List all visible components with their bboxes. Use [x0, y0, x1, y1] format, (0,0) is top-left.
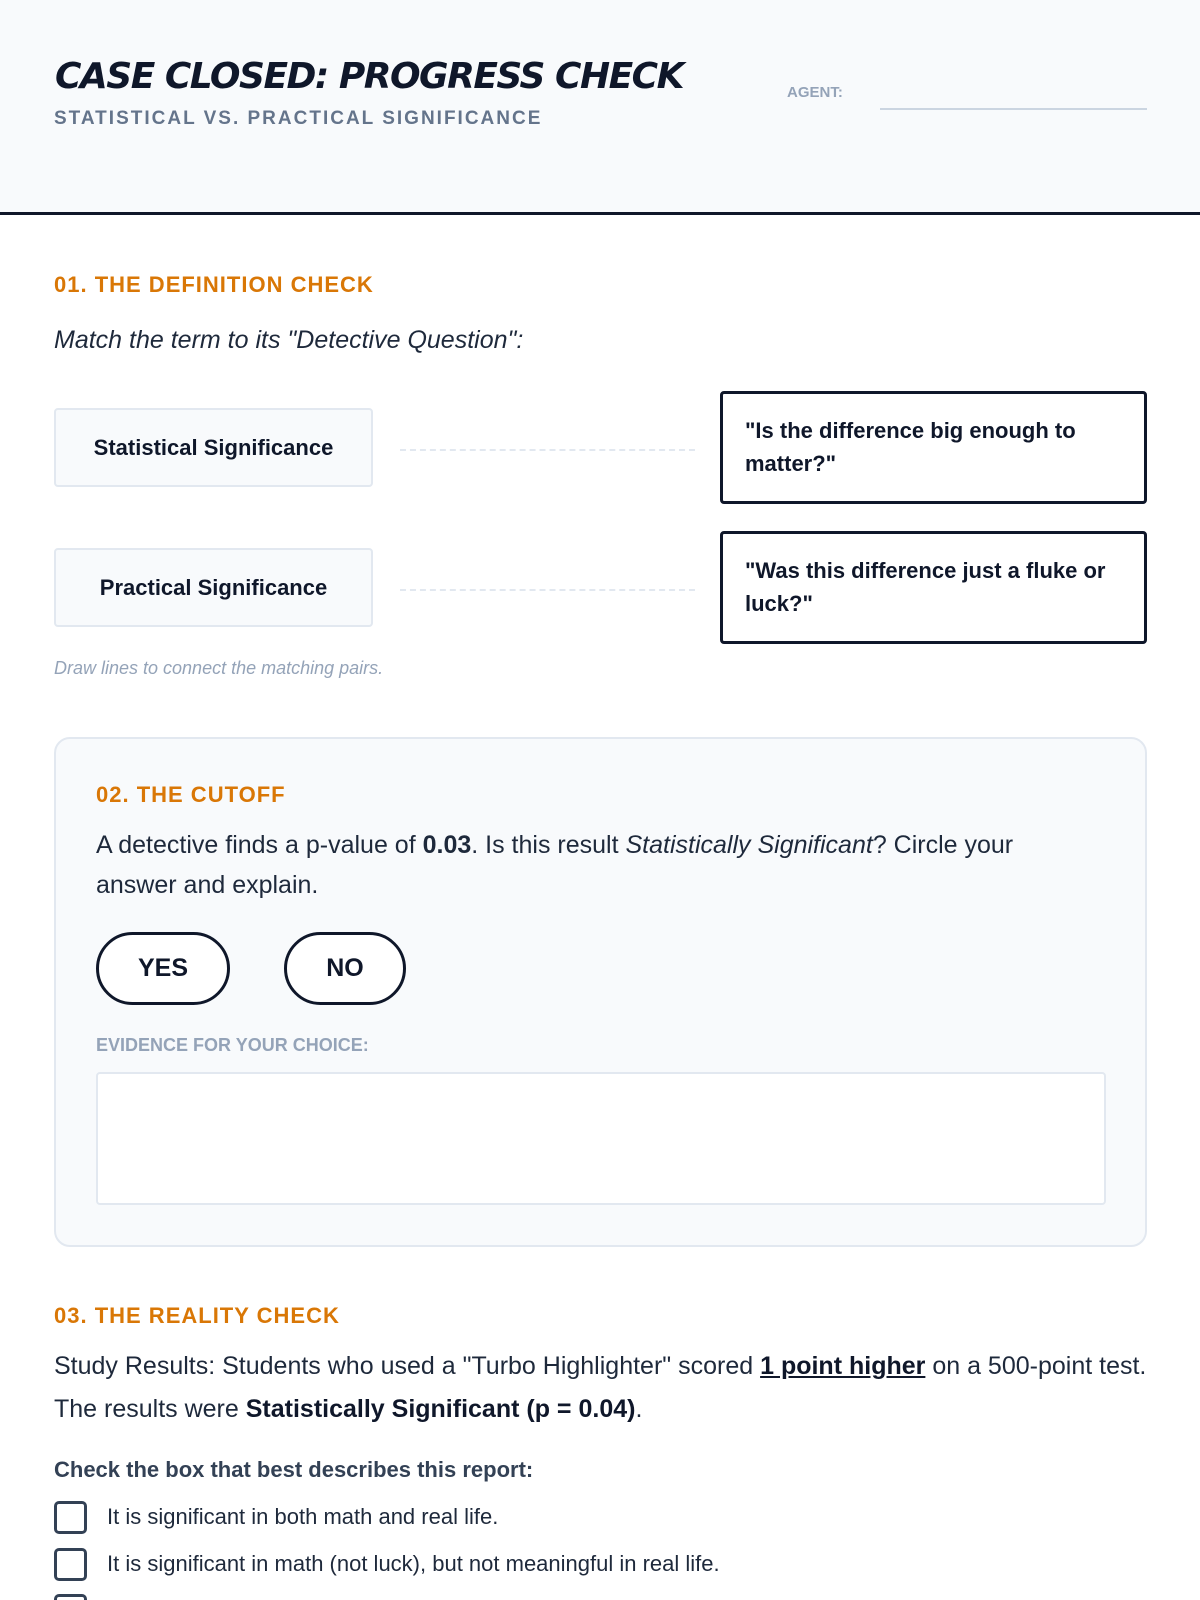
- section-3-title: 03. THE REALITY CHECK: [54, 1303, 340, 1328]
- checkbox[interactable]: [54, 1501, 87, 1534]
- study-text-end: .: [635, 1395, 643, 1423]
- checkbox[interactable]: [54, 1548, 87, 1581]
- section-2-title: 02. THE CUTOFF: [96, 782, 286, 807]
- question-box-matter[interactable]: "Is the difference big enough to matter?": [720, 391, 1147, 504]
- evidence-input[interactable]: [96, 1072, 1106, 1205]
- reality-check-study: [54, 1345, 1164, 1431]
- option-item[interactable]: [54, 1593, 87, 1600]
- option-item[interactable]: [54, 1500, 498, 1534]
- section-1-title: 01. THE DEFINITION CHECK: [54, 272, 374, 297]
- yes-option[interactable]: YES: [96, 932, 230, 1005]
- agent-name-line[interactable]: [880, 108, 1147, 110]
- study-significance: Statistically Significant (p = 0.04): [245, 1395, 636, 1423]
- cutoff-text-start: A detective finds a p-value of: [96, 831, 423, 859]
- term-practical-significance[interactable]: Practical Significance: [54, 548, 373, 627]
- agent-label: AGENT:: [787, 84, 843, 101]
- study-text-start: Study Results: Students who used a "Turbo Highlighter" scored: [54, 1352, 761, 1380]
- section-1-instruction: Match the term to its "Detective Question":: [54, 326, 524, 354]
- cutoff-text-end: ? Circle your answer and explain.: [96, 831, 1014, 899]
- option-label: It is significant in both math and real life.: [107, 1504, 499, 1529]
- worksheet-header: [0, 0, 1200, 215]
- evidence-label: EVIDENCE FOR YOUR CHOICE:: [96, 1035, 369, 1055]
- study-text-mid: on a 500-point test. The results were: [54, 1352, 1147, 1423]
- match-line-placeholder: [400, 449, 695, 451]
- p-value: 0.03: [422, 831, 472, 859]
- checkbox[interactable]: [54, 1594, 87, 1600]
- no-option[interactable]: NO: [284, 932, 406, 1005]
- option-label: It is significant in math (not luck), but not meaningful in real life.: [107, 1551, 720, 1576]
- question-box-fluke[interactable]: "Was this difference just a fluke or luck?": [720, 531, 1147, 644]
- cutoff-question: [96, 825, 1096, 905]
- checkbox-instruction: Check the box that best describes this report:: [54, 1457, 534, 1482]
- page-title: CASE CLOSED: PROGRESS CHECK: [55, 56, 683, 97]
- cutoff-text-emphasis: Statistically Significant: [625, 831, 873, 859]
- matching-hint: Draw lines to connect the matching pairs.: [54, 658, 384, 678]
- match-line-placeholder: [400, 589, 695, 591]
- cutoff-text-mid: . Is this result: [471, 831, 626, 859]
- page-subtitle: STATISTICAL VS. PRACTICAL SIGNIFICANCE: [54, 108, 543, 129]
- study-effect-size: 1 point higher: [760, 1352, 926, 1380]
- term-statistical-significance[interactable]: Statistical Significance: [54, 408, 373, 487]
- option-item[interactable]: [54, 1547, 720, 1581]
